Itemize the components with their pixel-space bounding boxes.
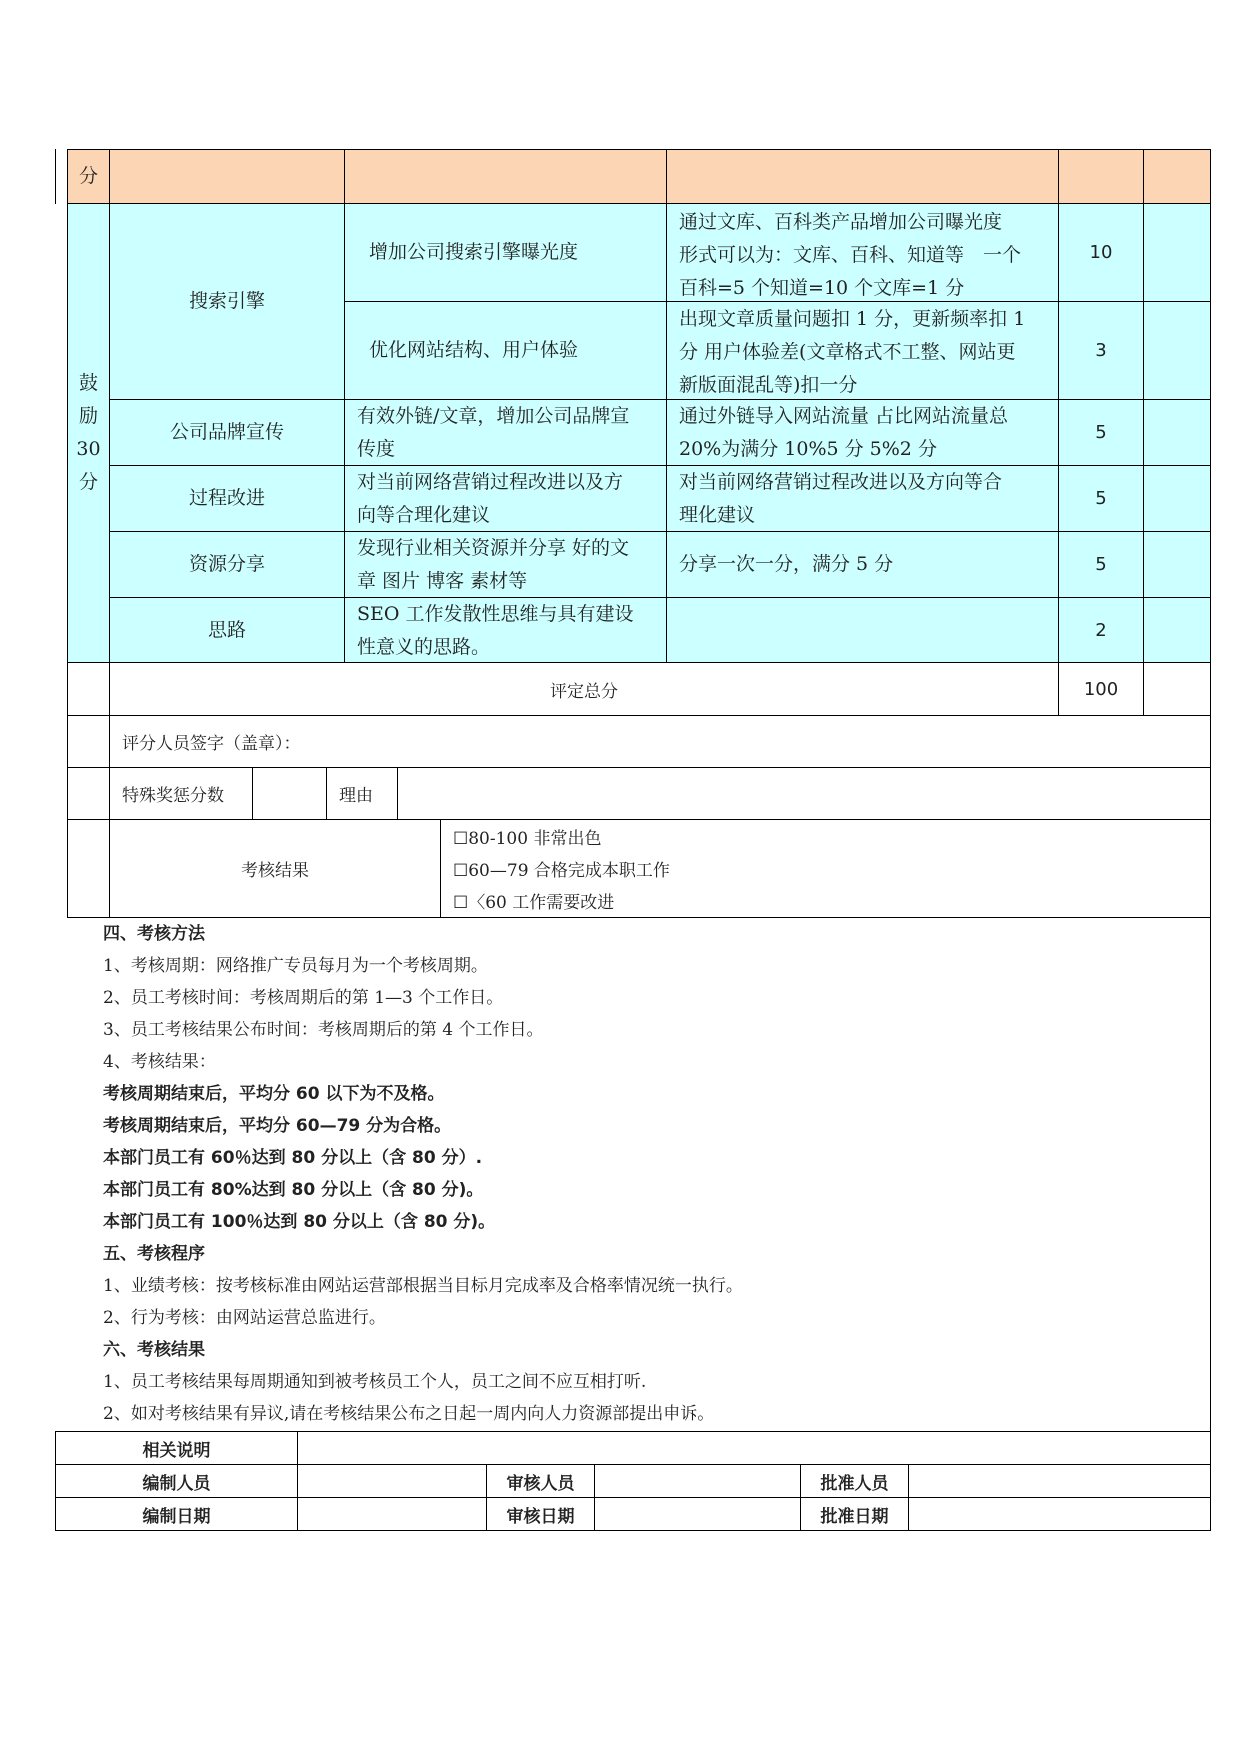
row5-extra — [1143, 531, 1211, 598]
row4-item — [344, 465, 667, 532]
reviewed-by-value[interactable] — [594, 1464, 801, 1498]
row3-item-line1: 有效外链/文章，增加公司品牌宣 — [357, 405, 630, 427]
section5-item2: 2、行为考核：由网站运营总监进行。 — [103, 1308, 386, 1328]
category-brand — [109, 399, 345, 466]
signature-cell — [109, 715, 1211, 768]
prepared-by-label-cell — [55, 1464, 298, 1498]
row3-criteria-line1: 通过外链导入网站流量 占比网站流量总 — [679, 405, 1009, 427]
approved-by-label-cell — [800, 1464, 909, 1498]
section5-title: 五、考核程序 — [103, 1244, 205, 1264]
left-margin-line — [55, 149, 68, 204]
incentive-label-cell — [67, 203, 110, 663]
row2-score — [1058, 301, 1144, 400]
row6-criteria — [666, 597, 1059, 663]
row5-criteria — [666, 531, 1059, 598]
row6-score-text: 2 — [1095, 619, 1107, 641]
row2-criteria-line1: 出现文章质量问题扣 1 分，更新频率扣 1 — [679, 308, 1026, 330]
row5-score-text: 5 — [1095, 554, 1107, 575]
section4-bold2: 考核周期结束后，平均分 60—79 分为合格。 — [103, 1116, 452, 1136]
row1-criteria-line2: 形式可以为：文库、百科、知道等 一个 — [679, 244, 1022, 266]
section4-item1: 1、考核周期：网络推广专员每月为一个考核周期。 — [103, 956, 488, 976]
header-cell-2 — [109, 149, 345, 204]
section5-item1: 1、业绩考核：按考核标准由网站运营部根据当目标月完成率及合格率情况统一执行。 — [103, 1276, 743, 1296]
prepared-by-value[interactable] — [297, 1464, 487, 1498]
category-thinking-text: 思路 — [207, 618, 246, 641]
section4-bold4: 本部门员工有 80%达到 80 分以上（含 80 分)。 — [103, 1180, 484, 1200]
vertical-char-1: 鼓 — [78, 372, 98, 394]
row3-score — [1058, 399, 1144, 466]
row1-score — [1058, 203, 1144, 302]
special-label-cell — [109, 767, 253, 820]
row5-item-line2: 章 图片 博客 素材等 — [357, 570, 528, 592]
approved-date-value[interactable] — [908, 1497, 1211, 1531]
reviewed-date-label-cell — [486, 1497, 595, 1531]
row3-criteria — [666, 399, 1059, 466]
row5-criteria-line1: 分享一次一分，满分 5 分 — [679, 553, 894, 575]
section6-item2: 2、如对考核结果有异议,请在考核结果公布之日起一周内向人力资源部提出申诉。 — [103, 1404, 715, 1424]
row2-score-text: 3 — [1095, 340, 1107, 361]
row1-criteria-line3: 百科=5 个知道=10 个文库=1 分 — [679, 277, 965, 299]
row5-item — [344, 531, 667, 598]
category-search-engine — [109, 203, 345, 400]
row6-item-line2: 性意义的思路。 — [357, 636, 491, 658]
special-label: 特殊奖惩分数 — [122, 786, 224, 806]
result-option-qualified[interactable]: ☐60—79 合格完成本职工作 — [453, 861, 670, 881]
row4-criteria-line2: 理化建议 — [679, 504, 756, 526]
header-cell-6 — [1143, 149, 1211, 204]
section4-bold3: 本部门员工有 60％达到 80 分以上（含 80 分）. — [103, 1148, 483, 1168]
row3-score-text: 5 — [1095, 422, 1107, 443]
header-fen-text: 分 — [78, 165, 98, 187]
special-score-cell — [252, 767, 327, 820]
category-brand-text: 公司品牌宣传 — [169, 421, 284, 443]
result-option-excellent[interactable]: ☐80-100 非常出色 — [453, 829, 602, 849]
row1-item — [344, 203, 667, 302]
category-resource — [109, 531, 345, 598]
section4-item3: 3、员工考核结果公布时间：考核周期后的第 4 个工作日。 — [103, 1020, 544, 1040]
row3-item-line2: 传度 — [357, 438, 396, 460]
reviewed-date-value[interactable] — [594, 1497, 801, 1531]
total-label: 评定总分 — [550, 681, 618, 702]
related-label: 相关说明 — [142, 1440, 211, 1461]
section4-bold1: 考核周期结束后，平均分 60 以下为不及格。 — [103, 1084, 445, 1104]
vertical-char-3: 30 — [76, 438, 101, 460]
row5-score — [1058, 531, 1144, 598]
header-cell-4 — [666, 149, 1059, 204]
header-cell-5 — [1058, 149, 1144, 204]
row4-criteria-line1: 对当前网络营销过程改进以及方向等合 — [679, 471, 1003, 493]
row2-criteria-line3: 新版面混乱等)扣一分 — [679, 374, 858, 396]
prepared-date-label-cell — [55, 1497, 298, 1531]
total-value: 100 — [1083, 678, 1119, 700]
section4-bold5: 本部门员工有 100％达到 80 分以上（含 80 分)。 — [103, 1212, 496, 1232]
reviewed-by-label-cell — [486, 1464, 595, 1498]
reviewed-by-label: 审核人员 — [506, 1473, 575, 1494]
header-cell-3 — [344, 149, 667, 204]
category-process — [109, 465, 345, 532]
related-value-cell[interactable] — [297, 1431, 1211, 1465]
approved-by-value[interactable] — [908, 1464, 1211, 1498]
section4-item2: 2、员工考核时间：考核周期后的第 1—3 个工作日。 — [103, 988, 504, 1008]
row6-extra — [1143, 597, 1211, 663]
approved-date-label: 批准日期 — [820, 1506, 889, 1527]
row4-item-line1: 对当前网络营销过程改进以及方 — [357, 471, 624, 493]
special-row-left — [67, 767, 110, 820]
row2-item — [344, 301, 667, 400]
prepared-date-value[interactable] — [297, 1497, 487, 1531]
result-label-cell — [109, 819, 441, 918]
related-label-cell — [55, 1431, 298, 1465]
total-row-left — [67, 662, 110, 716]
row5-item-line1: 发现行业相关资源并分享 好的文 — [357, 537, 630, 559]
result-row-left — [67, 819, 110, 918]
reason-label-cell — [326, 767, 398, 820]
total-label-cell — [109, 662, 1059, 716]
row4-item-line2: 向等合理化建议 — [357, 504, 491, 526]
row3-criteria-line2: 20%为满分 10%5 分 5%2 分 — [679, 438, 937, 460]
row1-score-text: 10 — [1089, 242, 1113, 263]
sections-right-border — [1210, 917, 1211, 1432]
result-options-cell — [440, 819, 1211, 918]
row4-criteria — [666, 465, 1059, 532]
row1-criteria-line1: 通过文库、百科类产品增加公司曝光度 — [679, 211, 1003, 233]
category-search-engine-text: 搜索引擎 — [188, 290, 265, 312]
category-resource-text: 资源分享 — [188, 553, 265, 575]
reason-label: 理由 — [339, 786, 373, 806]
signature-label: 评分人员签字（盖章）： — [122, 734, 301, 754]
reviewed-date-label: 审核日期 — [506, 1506, 575, 1527]
row3-extra — [1143, 399, 1211, 466]
row2-extra — [1143, 301, 1211, 400]
prepared-date-label: 编制日期 — [142, 1506, 211, 1527]
section4-title: 四、考核方法 — [103, 924, 205, 944]
approved-date-label-cell — [800, 1497, 909, 1531]
total-row-right — [1143, 662, 1211, 716]
category-process-text: 过程改进 — [188, 487, 265, 509]
row1-item-text: 增加公司搜索引擎曝光度 — [369, 241, 579, 263]
reason-value-cell — [397, 767, 1211, 820]
row6-item-line1: SEO 工作发散性思维与具有建设 — [357, 603, 634, 625]
row4-extra — [1143, 465, 1211, 532]
row2-item-text: 优化网站结构、用户体验 — [369, 339, 579, 361]
row6-item — [344, 597, 667, 663]
row3-item — [344, 399, 667, 466]
approved-by-label: 批准人员 — [820, 1473, 889, 1494]
header-fen-cell — [67, 149, 110, 204]
row2-criteria — [666, 301, 1059, 400]
row1-extra — [1143, 203, 1211, 302]
result-label: 考核结果 — [241, 861, 309, 881]
total-value-cell — [1058, 662, 1144, 716]
category-thinking — [109, 597, 345, 663]
section4-item4: 4、考核结果： — [103, 1052, 216, 1072]
row1-criteria — [666, 203, 1059, 302]
section6-title: 六、考核结果 — [103, 1340, 205, 1360]
row2-criteria-line2: 分 用户体验差(文章格式不工整、网站更 — [679, 341, 1016, 363]
row6-score — [1058, 597, 1144, 663]
row4-score-text: 5 — [1095, 488, 1107, 509]
vertical-char-4: 分 — [78, 471, 98, 493]
vertical-char-2: 励 — [78, 405, 98, 427]
section6-item1: 1、员工考核结果每周期通知到被考核员工个人，员工之间不应互相打听. — [103, 1372, 647, 1392]
result-option-improve[interactable]: ☐〈60 工作需要改进 — [453, 893, 615, 913]
signature-row-left — [67, 715, 110, 768]
prepared-by-label: 编制人员 — [142, 1473, 211, 1494]
row4-score — [1058, 465, 1144, 532]
